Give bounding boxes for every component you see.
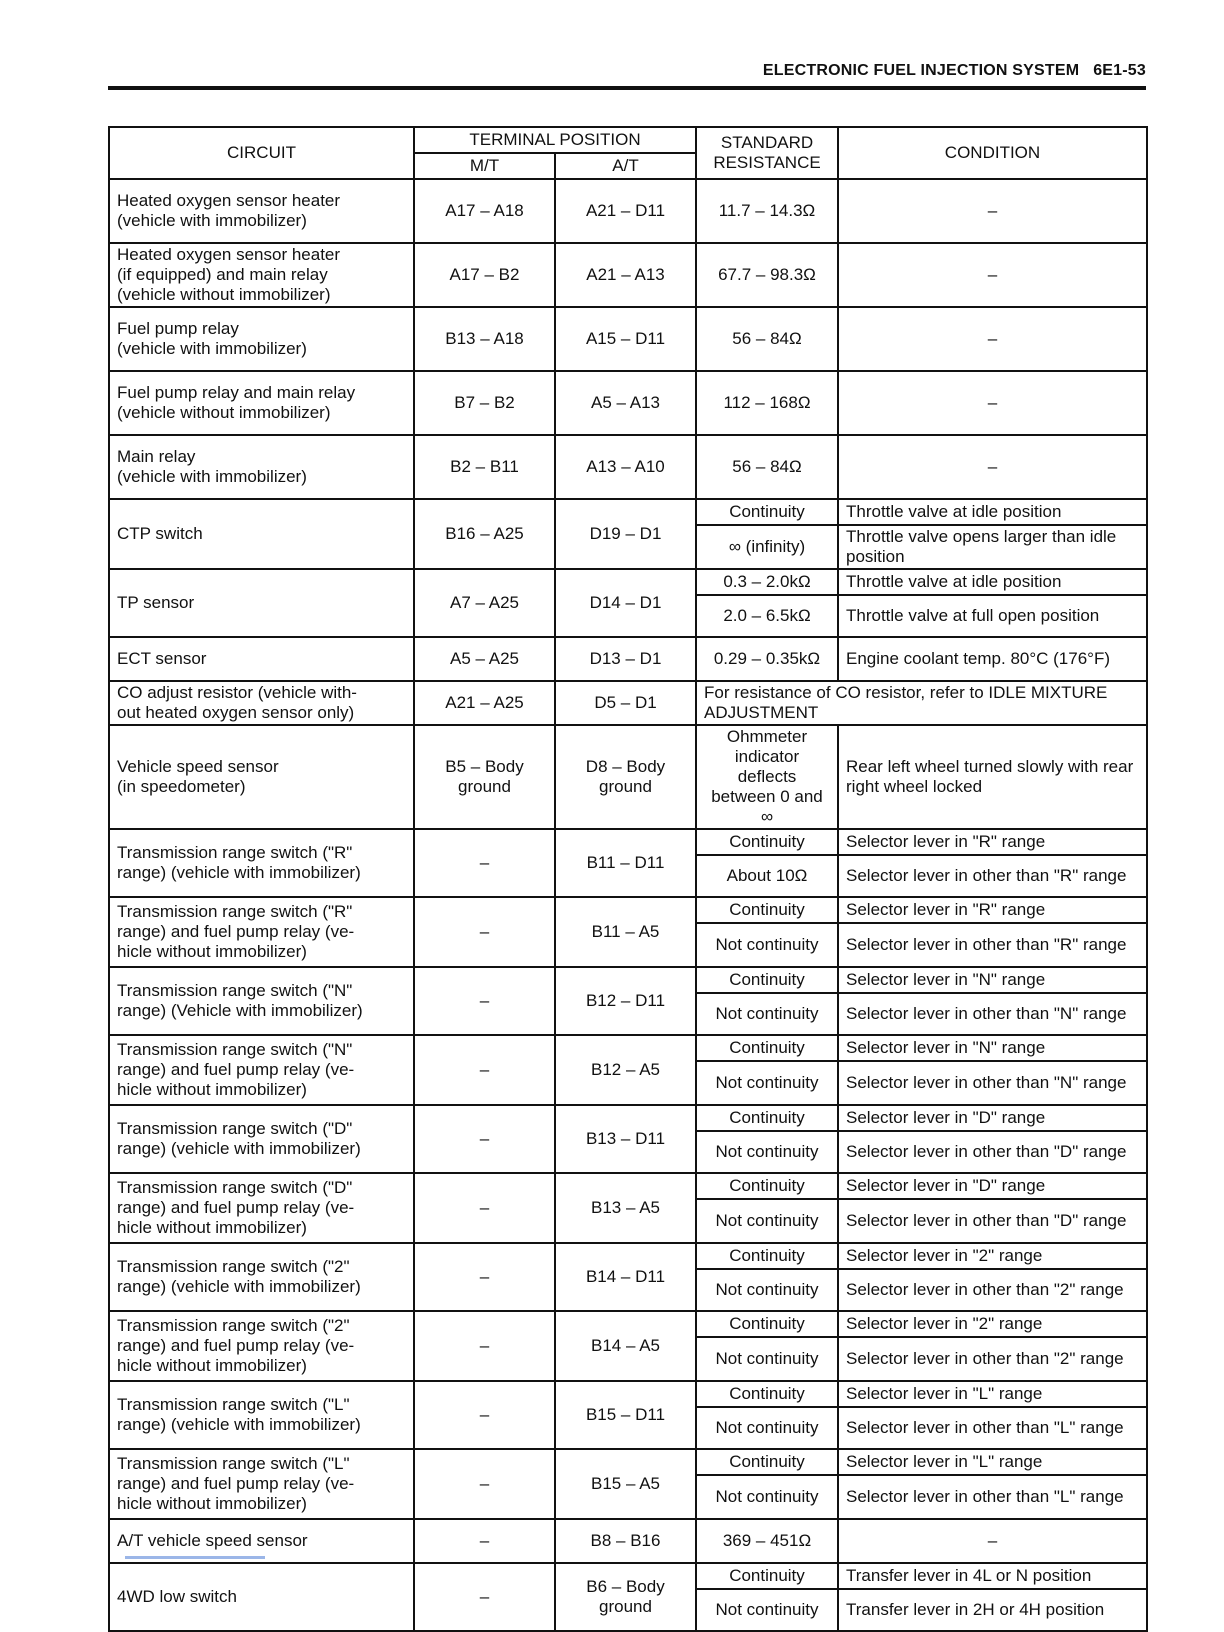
table-row [109, 307, 1147, 371]
mt-terminal-cell: – [414, 1449, 555, 1519]
circuit-line: Transmission range switch ("R" [117, 843, 353, 862]
mt-terminal-cell: – [414, 1173, 555, 1243]
circuit-line: hicle without immobilizer) [117, 1218, 307, 1237]
resistance-cell: 56 – 84Ω [696, 307, 838, 371]
table-row [109, 1173, 1147, 1199]
header-condition: CONDITION [838, 127, 1147, 179]
resistance-cell: 67.7 – 98.3Ω [696, 243, 838, 307]
page-header [108, 62, 1146, 80]
circuit-line: Transmission range switch ("2" [117, 1257, 350, 1276]
condition-cell: Selector lever in other than "N" range [838, 993, 1147, 1035]
condition-cell: Throttle valve at idle position [838, 499, 1147, 525]
resistance-cell: Ohmmeter indicator deflects between 0 and ∞ [696, 725, 838, 829]
circuit-line: range) (vehicle with immobilizer) [117, 863, 361, 882]
circuit-cell [109, 499, 414, 569]
table-row [109, 725, 1147, 829]
resistance-cell: Continuity [696, 967, 838, 993]
circuit-line: Transmission range switch ("D" [117, 1178, 353, 1197]
circuit-line: range) and fuel pump relay (ve- [117, 1336, 355, 1355]
resistance-cell: 0.3 – 2.0kΩ [696, 569, 838, 595]
circuit-line: range) and fuel pump relay (ve- [117, 1060, 355, 1079]
circuit-line: (vehicle without immobilizer) [117, 403, 331, 422]
circuit-line: Fuel pump relay [117, 319, 239, 338]
circuit-line: out heated oxygen sensor only) [117, 703, 355, 722]
condition-cell: Transfer lever in 2H or 4H position [838, 1589, 1147, 1631]
condition-cell: Rear left wheel turned slowly with rear right wheel locked [838, 725, 1147, 829]
circuit-cell [109, 1105, 414, 1173]
resistance-cell: Not continuity [696, 1131, 838, 1173]
circuit-cell [109, 681, 414, 725]
resistance-cell: Not continuity [696, 1199, 838, 1243]
circuit-cell [109, 637, 414, 681]
condition-cell: Transfer lever in 4L or N position [838, 1563, 1147, 1589]
page-number: 6E1-53 [1093, 62, 1146, 79]
at-terminal-cell: A5 – A13 [555, 371, 696, 435]
at-terminal-cell: B14 – A5 [555, 1311, 696, 1381]
mt-terminal-cell: A21 – A25 [414, 681, 555, 725]
circuit-line: hicle without immobilizer) [117, 1080, 307, 1099]
circuit-line: Transmission range switch ("2" [117, 1316, 350, 1335]
circuit-line: range) (vehicle with immobilizer) [117, 1139, 361, 1158]
resistance-cell: Continuity [696, 1035, 838, 1061]
circuit-line: (in speedometer) [117, 777, 246, 796]
resistance-cell: Continuity [696, 1243, 838, 1269]
circuit-cell [109, 569, 414, 637]
circuit-line: range) (vehicle with immobilizer) [117, 1277, 361, 1296]
header-terminal-position: TERMINAL POSITION [414, 127, 696, 153]
circuit-line: Heated oxygen sensor heater [117, 245, 341, 264]
circuit-line: range) (Vehicle with immobilizer) [117, 1001, 363, 1020]
condition-cell: Engine coolant temp. 80°C (176°F) [838, 637, 1147, 681]
header-circuit: CIRCUIT [109, 127, 414, 179]
circuit-line: range) and fuel pump relay (ve- [117, 1474, 355, 1493]
circuit-line: Transmission range switch ("D" [117, 1119, 353, 1138]
mt-terminal-cell: – [414, 1105, 555, 1173]
resistance-cell: Continuity [696, 1173, 838, 1199]
table-row [109, 1105, 1147, 1131]
resistance-cell: Not continuity [696, 1337, 838, 1381]
resistance-cell: Continuity [696, 897, 838, 923]
header-standard-line1: STANDARD [720, 133, 814, 152]
circuit-cell [109, 243, 414, 307]
condition-cell: Selector lever in other than "L" range [838, 1475, 1147, 1519]
circuit-line: hicle without immobilizer) [117, 1356, 307, 1375]
circuit-line: (vehicle without immobilizer) [117, 285, 331, 304]
table-row [109, 829, 1147, 855]
condition-cell: Throttle valve at full open position [838, 595, 1147, 637]
circuit-cell [109, 307, 414, 371]
resistance-cell: Continuity [696, 499, 838, 525]
table-row [109, 1311, 1147, 1337]
at-terminal-cell: B6 – Body ground [555, 1563, 696, 1631]
condition-cell: Selector lever in "D" range [838, 1173, 1147, 1199]
mt-terminal-cell: – [414, 1519, 555, 1563]
table-row [109, 243, 1147, 307]
table-row [109, 1381, 1147, 1407]
condition-cell: – [838, 1519, 1147, 1563]
condition-cell: Selector lever in "N" range [838, 1035, 1147, 1061]
resistance-cell: ∞ (infinity) [696, 525, 838, 569]
resistance-cell: Continuity [696, 1311, 838, 1337]
at-terminal-cell: A13 – A10 [555, 435, 696, 499]
circuit-cell [109, 1381, 414, 1449]
resistance-cell: Not continuity [696, 1269, 838, 1311]
table-row [109, 499, 1147, 525]
header-standard-resistance [696, 127, 838, 179]
resistance-cell: 112 – 168Ω [696, 371, 838, 435]
resistance-cell: Continuity [696, 1381, 838, 1407]
at-terminal-cell: D5 – D1 [555, 681, 696, 725]
table-body [109, 179, 1147, 1631]
condition-cell: – [838, 435, 1147, 499]
merged-note-cell: For resistance of CO resistor, refer to IDLE MIXTURE ADJUSTMENT [696, 681, 1147, 725]
at-terminal-cell: D14 – D1 [555, 569, 696, 637]
circuit-cell [109, 1243, 414, 1311]
circuit-line: (vehicle with immobilizer) [117, 211, 307, 230]
condition-cell: Selector lever in other than "D" range [838, 1199, 1147, 1243]
table-row [109, 435, 1147, 499]
circuit-line: Fuel pump relay and main relay [117, 383, 356, 402]
mt-terminal-cell: B13 – A18 [414, 307, 555, 371]
circuit-cell [109, 1449, 414, 1519]
circuit-line: range) (vehicle with immobilizer) [117, 1415, 361, 1434]
header-mt: M/T [414, 153, 555, 179]
at-terminal-cell: B8 – B16 [555, 1519, 696, 1563]
condition-cell: Selector lever in other than "R" range [838, 923, 1147, 967]
mt-terminal-cell: A7 – A25 [414, 569, 555, 637]
condition-cell: – [838, 371, 1147, 435]
at-terminal-cell: B11 – A5 [555, 897, 696, 967]
circuit-line: CO adjust resistor (vehicle with- [117, 683, 357, 702]
at-terminal-cell: B15 – A5 [555, 1449, 696, 1519]
circuit-cell [109, 1173, 414, 1243]
table-row [109, 371, 1147, 435]
at-terminal-cell: D19 – D1 [555, 499, 696, 569]
resistance-cell: 0.29 – 0.35kΩ [696, 637, 838, 681]
table-row [109, 1563, 1147, 1589]
condition-cell: Selector lever in other than "N" range [838, 1061, 1147, 1105]
resistance-cell: Continuity [696, 1449, 838, 1475]
circuit-line: range) and fuel pump relay (ve- [117, 922, 355, 941]
at-terminal-cell: A21 – A13 [555, 243, 696, 307]
circuit-line: Main relay [117, 447, 196, 466]
circuit-line: TP sensor [117, 593, 195, 612]
circuit-line: 4WD low switch [117, 1587, 237, 1606]
header-rule [108, 86, 1146, 90]
condition-cell: Selector lever in "2" range [838, 1311, 1147, 1337]
circuit-cell [109, 1563, 414, 1631]
resistance-cell: Not continuity [696, 1589, 838, 1631]
circuit-cell [109, 725, 414, 829]
at-terminal-cell: D13 – D1 [555, 637, 696, 681]
condition-cell: Throttle valve opens larger than idle position [838, 525, 1147, 569]
circuit-line: (vehicle with immobilizer) [117, 339, 307, 358]
circuit-cell [109, 1035, 414, 1105]
resistance-cell: Not continuity [696, 1407, 838, 1449]
resistance-cell: 2.0 – 6.5kΩ [696, 595, 838, 637]
at-terminal-cell: B13 – D11 [555, 1105, 696, 1173]
table-row [109, 1449, 1147, 1475]
mt-terminal-cell: A17 – A18 [414, 179, 555, 243]
mt-terminal-cell: – [414, 1563, 555, 1631]
condition-cell: Selector lever in "2" range [838, 1243, 1147, 1269]
at-terminal-cell: A21 – D11 [555, 179, 696, 243]
at-terminal-cell: B12 – A5 [555, 1035, 696, 1105]
mt-terminal-cell: – [414, 897, 555, 967]
mt-terminal-cell: – [414, 1381, 555, 1449]
condition-cell: Selector lever in other than "L" range [838, 1407, 1147, 1449]
footer-mark [125, 1556, 265, 1559]
at-terminal-cell: B15 – D11 [555, 1381, 696, 1449]
circuit-line: Transmission range switch ("L" [117, 1454, 350, 1473]
resistance-table [108, 126, 1148, 1632]
circuit-line: (vehicle with immobilizer) [117, 467, 307, 486]
header-standard-line2: RESISTANCE [713, 153, 821, 172]
condition-cell: Selector lever in other than "2" range [838, 1337, 1147, 1381]
mt-terminal-cell: B16 – A25 [414, 499, 555, 569]
resistance-cell: About 10Ω [696, 855, 838, 897]
table-row [109, 681, 1147, 725]
table-row [109, 1035, 1147, 1061]
mt-terminal-cell: B2 – B11 [414, 435, 555, 499]
resistance-cell: Continuity [696, 1563, 838, 1589]
header-title: ELECTRONIC FUEL INJECTION SYSTEM [762, 62, 1080, 79]
circuit-cell [109, 435, 414, 499]
circuit-line: Transmission range switch ("L" [117, 1395, 350, 1414]
mt-terminal-cell: – [414, 1311, 555, 1381]
resistance-cell: Not continuity [696, 1475, 838, 1519]
mt-terminal-cell: – [414, 829, 555, 897]
circuit-line: ECT sensor [117, 649, 207, 668]
circuit-line: Transmission range switch ("N" [117, 1040, 353, 1059]
resistance-cell: Continuity [696, 1105, 838, 1131]
condition-cell: Selector lever in "R" range [838, 829, 1147, 855]
condition-cell: – [838, 307, 1147, 371]
condition-cell: – [838, 243, 1147, 307]
circuit-cell [109, 179, 414, 243]
circuit-line: A/T vehicle speed sensor [117, 1531, 308, 1550]
at-terminal-cell: B14 – D11 [555, 1243, 696, 1311]
circuit-cell [109, 1311, 414, 1381]
condition-cell: – [838, 179, 1147, 243]
mt-terminal-cell: – [414, 1243, 555, 1311]
condition-cell: Selector lever in "R" range [838, 897, 1147, 923]
circuit-line: hicle without immobilizer) [117, 1494, 307, 1513]
at-terminal-cell: B13 – A5 [555, 1173, 696, 1243]
circuit-cell [109, 897, 414, 967]
mt-terminal-cell: – [414, 1035, 555, 1105]
circuit-line: range) and fuel pump relay (ve- [117, 1198, 355, 1217]
mt-terminal-cell: – [414, 967, 555, 1035]
resistance-cell: 56 – 84Ω [696, 435, 838, 499]
condition-cell: Selector lever in other than "R" range [838, 855, 1147, 897]
mt-terminal-cell: B7 – B2 [414, 371, 555, 435]
mt-terminal-cell: B5 – Body ground [414, 725, 555, 829]
table-row [109, 967, 1147, 993]
condition-cell: Selector lever in "L" range [838, 1381, 1147, 1407]
table-row [109, 179, 1147, 243]
condition-cell: Selector lever in other than "2" range [838, 1269, 1147, 1311]
condition-cell: Selector lever in "N" range [838, 967, 1147, 993]
circuit-line: CTP switch [117, 524, 203, 543]
resistance-cell: Not continuity [696, 923, 838, 967]
circuit-cell [109, 371, 414, 435]
table-row [109, 637, 1147, 681]
at-terminal-cell: A15 – D11 [555, 307, 696, 371]
table-row [109, 569, 1147, 595]
condition-cell: Selector lever in "L" range [838, 1449, 1147, 1475]
header-at: A/T [555, 153, 696, 179]
circuit-cell [109, 967, 414, 1035]
circuit-cell [109, 829, 414, 897]
resistance-cell: Not continuity [696, 993, 838, 1035]
circuit-line: Heated oxygen sensor heater [117, 191, 341, 210]
resistance-cell: Continuity [696, 829, 838, 855]
table-row [109, 1243, 1147, 1269]
circuit-line: Vehicle speed sensor [117, 757, 279, 776]
condition-cell: Throttle valve at idle position [838, 569, 1147, 595]
circuit-line: hicle without immobilizer) [117, 942, 307, 961]
at-terminal-cell: B12 – D11 [555, 967, 696, 1035]
circuit-line: (if equipped) and main relay [117, 265, 328, 284]
circuit-line: Transmission range switch ("N" [117, 981, 353, 1000]
resistance-cell: Not continuity [696, 1061, 838, 1105]
condition-cell: Selector lever in "D" range [838, 1105, 1147, 1131]
at-terminal-cell: D8 – Body ground [555, 725, 696, 829]
at-terminal-cell: B11 – D11 [555, 829, 696, 897]
mt-terminal-cell: A5 – A25 [414, 637, 555, 681]
resistance-cell: 369 – 451Ω [696, 1519, 838, 1563]
mt-terminal-cell: A17 – B2 [414, 243, 555, 307]
circuit-line: Transmission range switch ("R" [117, 902, 353, 921]
condition-cell: Selector lever in other than "D" range [838, 1131, 1147, 1173]
resistance-cell: 11.7 – 14.3Ω [696, 179, 838, 243]
table-row [109, 897, 1147, 923]
